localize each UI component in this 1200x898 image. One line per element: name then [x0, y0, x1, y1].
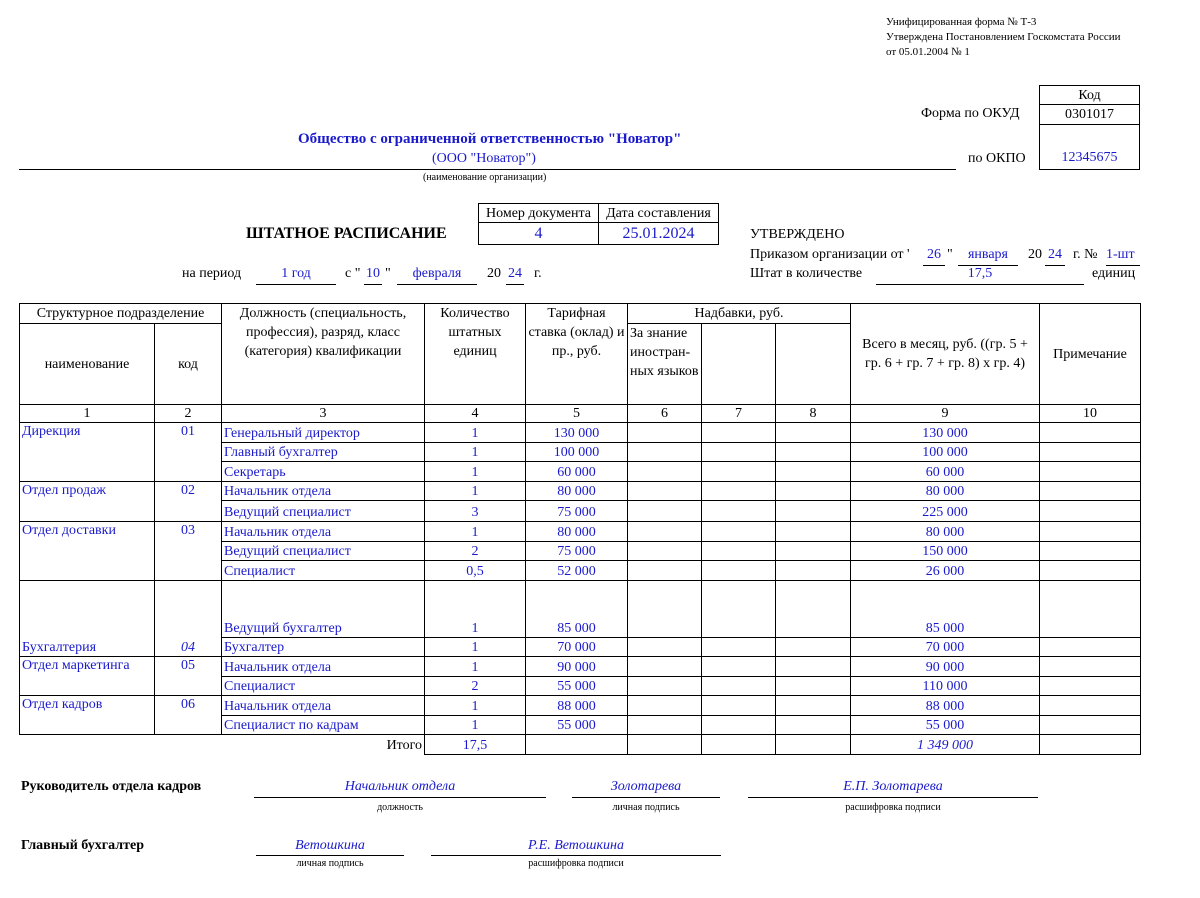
row-allowance — [702, 442, 776, 462]
th-code: код — [155, 324, 222, 405]
kod-header: Код — [1039, 85, 1140, 105]
row-allowance — [776, 696, 851, 716]
row-position: Генеральный директор — [222, 423, 425, 443]
row-allowance — [702, 580, 776, 637]
row-total: 88 000 — [851, 696, 1040, 716]
row-total: 80 000 — [851, 522, 1040, 542]
row-position: Ведущий специалист — [222, 541, 425, 561]
row-allowance — [776, 522, 851, 542]
chief-label: Главный бухгалтер — [21, 838, 144, 853]
row-allowance — [702, 541, 776, 561]
row-rate: 55 000 — [526, 676, 628, 696]
row-note — [1040, 481, 1141, 501]
row-count: 2 — [425, 676, 526, 696]
row-rate: 75 000 — [526, 501, 628, 522]
col-number: 2 — [155, 405, 222, 423]
row-count: 1 — [425, 657, 526, 677]
row-rate: 55 000 — [526, 715, 628, 735]
total-spacer — [20, 735, 155, 755]
head-signature: Золотарева — [610, 779, 682, 794]
chief-signature: Ветошкина — [295, 838, 365, 853]
row-note — [1040, 696, 1141, 716]
row-total: 90 000 — [851, 657, 1040, 677]
total-cell — [628, 735, 702, 755]
row-rate: 70 000 — [526, 637, 628, 657]
row-allowance — [776, 442, 851, 462]
row-note — [1040, 637, 1141, 657]
period-month: февраля — [412, 266, 462, 281]
row-allowance — [776, 637, 851, 657]
total-cell — [776, 735, 851, 755]
row-allowance — [702, 696, 776, 716]
row-allowance — [776, 541, 851, 561]
okud-value: 0301017 — [1039, 104, 1140, 125]
row-code: 06 — [155, 696, 222, 735]
total-label: Итого — [222, 735, 425, 755]
row-code: 03 — [155, 522, 222, 581]
total-count: 17,5 — [425, 735, 526, 755]
staff-value: 17,5 — [967, 266, 993, 281]
row-allowance — [628, 561, 702, 581]
period-day-underline — [364, 284, 382, 285]
head-label: Руководитель отдела кадров — [21, 779, 202, 794]
approved-num-label: г. № — [1073, 247, 1098, 262]
row-total: 130 000 — [851, 423, 1040, 443]
row-allowance — [628, 442, 702, 462]
row-allowance — [702, 462, 776, 482]
approved-day: 26 — [927, 247, 941, 262]
row-count: 1 — [425, 481, 526, 501]
row-note — [1040, 580, 1141, 637]
row-department: Отдел кадров — [20, 696, 155, 735]
row-note — [1040, 442, 1141, 462]
row-code: 02 — [155, 481, 222, 522]
period-day: 10 — [366, 266, 380, 281]
th-name: наименование — [20, 324, 155, 405]
th-allowance-3 — [776, 324, 851, 405]
th-total: Всего в месяц, руб. ((гр. 5 + гр. 6 + гр. 7 + гр. 8) x гр. 4) — [851, 304, 1040, 405]
row-allowance — [628, 501, 702, 522]
row-total: 26 000 — [851, 561, 1040, 581]
row-total: 100 000 — [851, 442, 1040, 462]
row-position: Начальник отдела — [222, 522, 425, 542]
form-note-line2: Утверждена Постановлением Госкомстата России — [886, 31, 1121, 43]
row-allowance — [776, 423, 851, 443]
row-allowance — [628, 657, 702, 677]
period-from: с " — [345, 266, 361, 281]
row-position: Главный бухгалтер — [222, 442, 425, 462]
row-position: Ведущий специалист — [222, 501, 425, 522]
total-spacer — [155, 735, 222, 755]
row-count: 0,5 — [425, 561, 526, 581]
period-underline — [256, 284, 336, 285]
caption-chief-signature: личная подпись — [296, 858, 364, 869]
head-name: Е.П. Золотарева — [843, 779, 943, 794]
caption-name: расшифровка подписи — [845, 802, 941, 813]
col-number: 8 — [776, 405, 851, 423]
approved-quote: " — [947, 247, 953, 262]
period-year-underline — [506, 284, 524, 285]
row-position: Начальник отдела — [222, 481, 425, 501]
col-number: 6 — [628, 405, 702, 423]
row-position: Бухгалтер — [222, 637, 425, 657]
okpo-label: по ОКПО — [968, 151, 1026, 166]
total-cell — [1040, 735, 1141, 755]
row-allowance — [776, 657, 851, 677]
row-rate: 100 000 — [526, 442, 628, 462]
row-allowance — [628, 481, 702, 501]
chief-signature-line — [256, 855, 404, 856]
row-position: Специалист — [222, 676, 425, 696]
row-note — [1040, 423, 1141, 443]
staff-underline — [876, 284, 1084, 285]
row-total: 55 000 — [851, 715, 1040, 735]
row-allowance — [628, 715, 702, 735]
row-position: Секретарь — [222, 462, 425, 482]
row-allowance — [776, 580, 851, 637]
row-total: 70 000 — [851, 637, 1040, 657]
row-allowance — [702, 522, 776, 542]
row-count: 1 — [425, 715, 526, 735]
row-rate: 60 000 — [526, 462, 628, 482]
row-position: Специалист — [222, 561, 425, 581]
approved-num-value: 1-шт — [1106, 247, 1135, 262]
row-allowance — [776, 462, 851, 482]
row-allowance — [628, 462, 702, 482]
total-sum: 1 349 000 — [851, 735, 1040, 755]
staff-table — [19, 303, 1141, 755]
table-row — [20, 481, 1141, 501]
row-total: 85 000 — [851, 580, 1040, 637]
row-allowance — [702, 637, 776, 657]
approved-month: января — [967, 247, 1008, 262]
row-allowance — [776, 481, 851, 501]
table-row — [20, 696, 1141, 716]
table-row — [20, 423, 1141, 443]
row-total: 110 000 — [851, 676, 1040, 696]
row-total: 60 000 — [851, 462, 1040, 482]
row-note — [1040, 541, 1141, 561]
col-number: 10 — [1040, 405, 1141, 423]
row-allowance — [702, 501, 776, 522]
period-quote: " — [385, 266, 391, 281]
row-allowance — [776, 676, 851, 696]
row-allowance — [628, 637, 702, 657]
organization-underline — [19, 169, 956, 170]
row-rate: 90 000 — [526, 657, 628, 677]
period-value: 1 год — [281, 266, 311, 281]
form-note-line3: от 05.01.2004 № 1 — [886, 46, 970, 58]
row-code: 01 — [155, 423, 222, 482]
row-total: 80 000 — [851, 481, 1040, 501]
form-note-line1: Унифицированная форма № Т-3 — [886, 16, 1037, 28]
total-cell — [526, 735, 628, 755]
head-signature-line — [572, 797, 720, 798]
row-count: 1 — [425, 522, 526, 542]
okud-label: Форма по ОКУД — [921, 106, 1020, 121]
period-year-prefix: 20 — [487, 266, 501, 281]
period-label: на период — [182, 266, 242, 281]
row-allowance — [628, 580, 702, 637]
th-allowances: Надбавки, руб. — [628, 304, 851, 324]
col-number: 1 — [20, 405, 155, 423]
row-note — [1040, 462, 1141, 482]
row-count: 1 — [425, 423, 526, 443]
period-month-underline — [397, 284, 477, 285]
caption-chief-name: расшифровка подписи — [528, 858, 624, 869]
row-allowance — [702, 715, 776, 735]
row-allowance — [702, 657, 776, 677]
row-count: 1 — [425, 462, 526, 482]
row-rate: 52 000 — [526, 561, 628, 581]
row-rate: 88 000 — [526, 696, 628, 716]
organization-short-name: (ООО "Новатор") — [432, 151, 536, 166]
row-allowance — [628, 423, 702, 443]
row-count: 3 — [425, 501, 526, 522]
row-allowance — [776, 501, 851, 522]
okpo-value: 12345675 — [1039, 124, 1140, 170]
row-count: 1 — [425, 696, 526, 716]
th-position: Должность (специальность, профессия), разряд, класс (категория) квалификации — [222, 304, 425, 405]
caption-position: должность — [377, 802, 423, 813]
caption-signature: личная подпись — [612, 802, 680, 813]
th-division: Структурное подразделение — [20, 304, 222, 324]
col-number: 9 — [851, 405, 1040, 423]
table-row — [20, 522, 1141, 542]
col-number: 5 — [526, 405, 628, 423]
organization-caption: (наименование организации) — [423, 172, 547, 183]
chief-name-line — [431, 855, 721, 856]
period-year: 24 — [508, 266, 522, 281]
th-allowance-2 — [702, 324, 776, 405]
total-cell — [702, 735, 776, 755]
row-allowance — [628, 541, 702, 561]
row-department: Отдел продаж — [20, 481, 155, 522]
row-note — [1040, 501, 1141, 522]
head-position: Начальник отдела — [344, 779, 456, 794]
row-allowance — [628, 696, 702, 716]
row-position: Ведущий бухгалтер — [222, 580, 425, 637]
th-allowance-languages: За знание иностран-ных языков — [628, 324, 702, 405]
row-count: 1 — [425, 580, 526, 637]
row-rate: 80 000 — [526, 481, 628, 501]
row-total: 225 000 — [851, 501, 1040, 522]
row-allowance — [776, 715, 851, 735]
doc-number-label: Номер документа — [478, 203, 599, 223]
head-position-line — [254, 797, 546, 798]
row-count: 1 — [425, 442, 526, 462]
col-number: 3 — [222, 405, 425, 423]
row-note — [1040, 522, 1141, 542]
row-allowance — [776, 561, 851, 581]
approved-title: УТВЕРЖДЕНО — [750, 227, 845, 242]
row-allowance — [702, 561, 776, 581]
row-department: Отдел маркетинга — [20, 657, 155, 696]
row-rate: 85 000 — [526, 580, 628, 637]
table-row — [20, 580, 1141, 637]
doc-date-label: Дата составления — [598, 203, 719, 223]
head-name-line — [748, 797, 1038, 798]
row-allowance — [702, 676, 776, 696]
row-total: 150 000 — [851, 541, 1040, 561]
row-department: Дирекция — [20, 423, 155, 482]
row-department: Отдел доставки — [20, 522, 155, 581]
staff-unit: единиц — [1092, 266, 1136, 281]
staff-label: Штат в количестве — [750, 266, 863, 281]
row-code: 05 — [155, 657, 222, 696]
chief-name: Р.Е. Ветошкина — [528, 838, 624, 853]
row-allowance — [702, 423, 776, 443]
row-position: Начальник отдела — [222, 657, 425, 677]
row-allowance — [628, 522, 702, 542]
row-rate: 130 000 — [526, 423, 628, 443]
row-rate: 75 000 — [526, 541, 628, 561]
row-position: Специалист по кадрам — [222, 715, 425, 735]
th-rate: Тарифная ставка (оклад) и пр., руб. — [526, 304, 628, 405]
row-allowance — [628, 676, 702, 696]
doc-number-value: 4 — [478, 222, 599, 245]
approved-year-prefix: 20 — [1028, 247, 1042, 262]
period-year-suffix: г. — [534, 266, 542, 281]
row-note — [1040, 715, 1141, 735]
row-allowance — [702, 481, 776, 501]
col-number: 4 — [425, 405, 526, 423]
row-position: Начальник отдела — [222, 696, 425, 716]
organization-name: Общество с ограниченной ответственностью "Новатор" — [298, 131, 682, 147]
approved-year: 24 — [1048, 247, 1062, 262]
row-note — [1040, 561, 1141, 581]
approved-order-label: Приказом организации от ' — [750, 247, 910, 262]
row-count: 2 — [425, 541, 526, 561]
th-note: Примечание — [1040, 304, 1141, 405]
doc-date-value: 25.01.2024 — [598, 222, 719, 245]
row-code: 04 — [155, 580, 222, 657]
row-count: 1 — [425, 637, 526, 657]
document-title: ШТАТНОЕ РАСПИСАНИЕ — [246, 225, 447, 242]
th-count: Количество штатных единиц — [425, 304, 526, 405]
row-note — [1040, 657, 1141, 677]
col-number: 7 — [702, 405, 776, 423]
table-row — [20, 657, 1141, 677]
row-department: Бухгалтерия — [20, 580, 155, 657]
row-note — [1040, 676, 1141, 696]
row-rate: 80 000 — [526, 522, 628, 542]
